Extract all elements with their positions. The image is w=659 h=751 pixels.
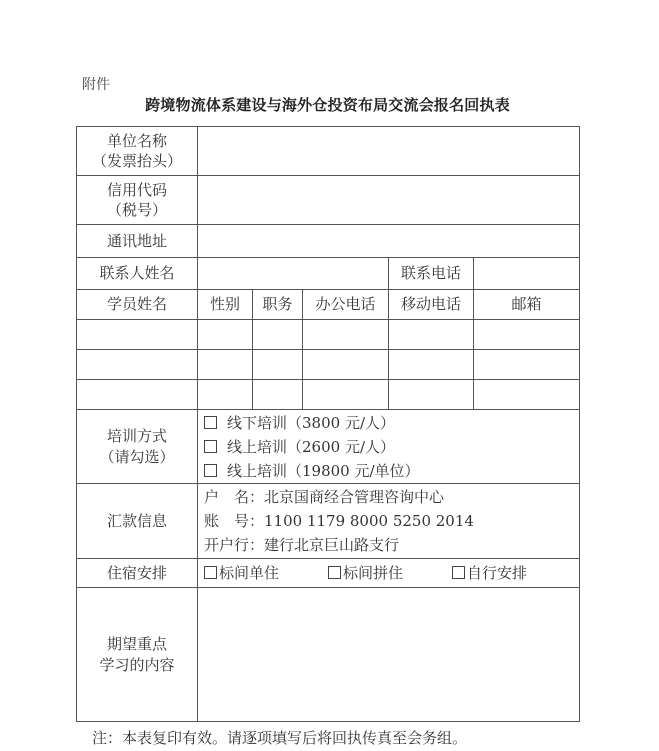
remittance-label: 汇款信息 xyxy=(77,484,198,559)
checkbox-icon[interactable] xyxy=(204,464,217,477)
contact-name-label: 联系人姓名 xyxy=(77,258,198,290)
credit-code-field[interactable] xyxy=(198,176,580,225)
table-row xyxy=(77,350,580,380)
form-title: 跨境物流体系建设与海外仓投资布局交流会报名回执表 xyxy=(145,96,510,114)
attachment-label: 附件 xyxy=(82,77,110,93)
expectation-field[interactable] xyxy=(198,588,580,722)
trainee-cell[interactable] xyxy=(198,380,253,410)
trainee-cell[interactable] xyxy=(253,320,303,350)
trainee-cell[interactable] xyxy=(303,380,389,410)
trainee-cell[interactable] xyxy=(198,350,253,380)
contact-phone-label: 联系电话 xyxy=(389,258,474,290)
trainee-cell[interactable] xyxy=(198,320,253,350)
training-option-offline[interactable]: 线下培训（3800 元/人） xyxy=(204,411,579,435)
trainee-cell[interactable] xyxy=(389,380,474,410)
account-number: 账 号：1100 1179 8000 5250 2014 xyxy=(204,512,474,530)
table-row xyxy=(77,320,580,350)
credit-code-label: 信用代码 （税号） xyxy=(77,176,198,225)
unit-name-label: 单位名称 （发票抬头） xyxy=(77,127,198,176)
checkbox-icon[interactable] xyxy=(204,416,217,429)
registration-form xyxy=(76,126,579,722)
col-gender: 性别 xyxy=(198,290,253,320)
training-option-online-person[interactable]: 线上培训（2600 元/人） xyxy=(204,435,579,459)
bank-name: 开户行：建行北京巨山路支行 xyxy=(204,536,400,554)
trainee-cell[interactable] xyxy=(389,350,474,380)
checkbox-icon[interactable] xyxy=(328,566,341,579)
expectation-label: 期望重点 学习的内容 xyxy=(77,588,198,722)
trainee-cell[interactable] xyxy=(303,320,389,350)
trainee-cell[interactable] xyxy=(253,380,303,410)
account-name: 户 名：北京国商经合管理咨询中心 xyxy=(204,488,445,506)
training-option-online-unit[interactable]: 线上培训（19800 元/单位） xyxy=(204,459,579,483)
checkbox-icon[interactable] xyxy=(204,566,217,579)
trainee-cell[interactable] xyxy=(303,350,389,380)
checkbox-icon[interactable] xyxy=(204,440,217,453)
stay-option-self[interactable]: 自行安排 xyxy=(452,563,527,583)
trainee-cell[interactable] xyxy=(77,380,198,410)
col-trainee-name: 学员姓名 xyxy=(77,290,198,320)
trainee-cell[interactable] xyxy=(389,320,474,350)
address-field[interactable] xyxy=(198,225,580,258)
contact-phone-field[interactable] xyxy=(474,258,580,290)
contact-name-field[interactable] xyxy=(198,258,389,290)
stay-option-single[interactable]: 标间单住 xyxy=(204,563,328,583)
accommodation-options xyxy=(198,559,580,588)
accommodation-label: 住宿安排 xyxy=(77,559,198,588)
address-label: 通讯地址 xyxy=(77,225,198,258)
footer-note: 注：本表复印有效。请逐项填写后将回执传真至会务组。 xyxy=(92,729,468,747)
trainee-cell[interactable] xyxy=(77,350,198,380)
trainee-cell[interactable] xyxy=(253,350,303,380)
col-office-phone: 办公电话 xyxy=(303,290,389,320)
checkbox-icon[interactable] xyxy=(452,566,465,579)
col-email: 邮箱 xyxy=(474,290,580,320)
unit-name-field[interactable] xyxy=(198,127,580,176)
registration-table xyxy=(76,126,580,722)
trainee-cell[interactable] xyxy=(77,320,198,350)
remittance-info xyxy=(198,484,580,559)
training-options xyxy=(198,410,580,484)
col-position: 职务 xyxy=(253,290,303,320)
table-row xyxy=(77,380,580,410)
training-mode-label: 培训方式 （请勾选） xyxy=(77,410,198,484)
stay-option-shared[interactable]: 标间拼住 xyxy=(328,563,452,583)
trainee-cell[interactable] xyxy=(474,350,580,380)
trainee-cell[interactable] xyxy=(474,320,580,350)
col-mobile-phone: 移动电话 xyxy=(389,290,474,320)
trainee-cell[interactable] xyxy=(474,380,580,410)
